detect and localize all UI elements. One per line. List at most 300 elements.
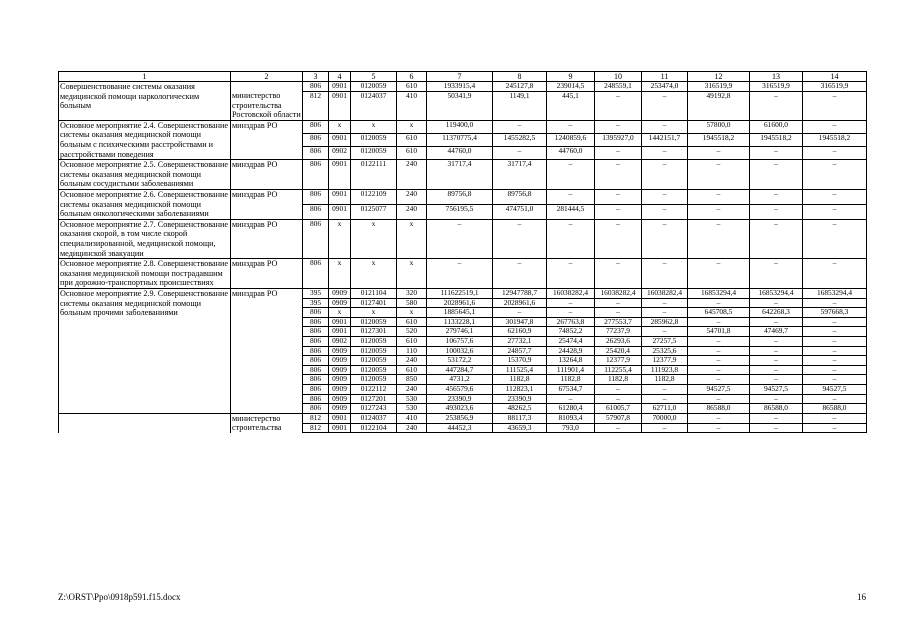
value-cell: 16853294,4 [750, 288, 803, 298]
value-cell: 0122104 [351, 423, 397, 433]
value-cell: 12377,9 [595, 356, 642, 366]
value-cell: – [803, 120, 867, 133]
value-cell: – [803, 423, 867, 433]
value-cell: 24428,9 [547, 346, 595, 356]
value-cell: х [329, 308, 351, 318]
value-cell: 806 [303, 308, 329, 318]
value-cell: – [803, 190, 867, 205]
value-cell: 119400,0 [427, 120, 493, 133]
value-cell: – [595, 160, 642, 190]
value-cell: 806 [303, 219, 329, 258]
value-cell: х [397, 308, 427, 318]
value-cell: 0909 [329, 394, 351, 404]
value-cell: 86588,0 [688, 404, 750, 414]
value-cell: 2028961,6 [493, 298, 547, 308]
value-cell: – [803, 336, 867, 346]
value-cell: – [493, 259, 547, 289]
value-cell: 50341,9 [427, 91, 493, 120]
value-cell: х [351, 259, 397, 289]
value-cell: 0901 [329, 91, 351, 120]
value-cell: – [642, 327, 688, 337]
value-cell: – [688, 317, 750, 327]
value-cell: – [547, 259, 595, 289]
value-cell: 285962,8 [642, 317, 688, 327]
value-cell: 240 [397, 204, 427, 219]
value-cell: 0122111 [351, 160, 397, 190]
value-cell: – [493, 147, 547, 160]
value-cell: 239014,5 [547, 82, 595, 92]
value-cell: – [750, 317, 803, 327]
value-cell: 110 [397, 346, 427, 356]
value-cell: – [595, 204, 642, 219]
value-cell: 54701,8 [688, 327, 750, 337]
executor: министерство строительства Ростовской области [232, 91, 301, 120]
footer-file-path: Z:\ORST\Ppo\0918p591.f15.docx [58, 592, 181, 602]
value-cell: 0901 [329, 204, 351, 219]
value-cell: 4731,2 [427, 375, 493, 385]
executor: минздрав РО [231, 160, 303, 190]
header-cell: 10 [595, 72, 642, 82]
value-cell: – [595, 147, 642, 160]
value-cell: 49192,8 [688, 91, 750, 120]
value-cell: 610 [397, 134, 427, 147]
value-cell: 86588,0 [750, 404, 803, 414]
value-cell: 1182,8 [493, 375, 547, 385]
value-cell: 1442151,7 [642, 134, 688, 147]
value-cell: – [803, 365, 867, 375]
value-cell: 240 [397, 190, 427, 205]
value-cell: – [688, 204, 750, 219]
value-cell: 0909 [329, 365, 351, 375]
table-row [59, 82, 867, 92]
value-cell: 253474,0 [642, 82, 688, 92]
header-cell: 8 [493, 72, 547, 82]
value-cell: – [750, 413, 803, 423]
value-cell: 253856,9 [427, 413, 493, 423]
value-cell: 1182,8 [642, 375, 688, 385]
value-cell: 0901 [329, 423, 351, 433]
value-cell: 62711,0 [642, 404, 688, 414]
value-cell: 806 [303, 327, 329, 337]
value-cell: – [688, 375, 750, 385]
value-cell: – [547, 190, 595, 205]
value-cell: – [750, 219, 803, 258]
value-cell: 0901 [329, 190, 351, 205]
value-cell: – [642, 384, 688, 394]
executor: минздрав РО [231, 120, 303, 159]
value-cell: – [803, 317, 867, 327]
value-cell: 597668,3 [803, 308, 867, 318]
value-cell: – [547, 120, 595, 133]
header-cell: 6 [397, 72, 427, 82]
value-cell: 27257,5 [642, 336, 688, 346]
value-cell: – [750, 298, 803, 308]
value-cell: 24857,7 [493, 346, 547, 356]
value-cell: 610 [397, 82, 427, 92]
value-cell: 89756,8 [493, 190, 547, 205]
table-row [59, 160, 867, 190]
value-cell: 642268,3 [750, 308, 803, 318]
value-cell: х [329, 120, 351, 133]
executor: минздрав РО [231, 190, 303, 220]
value-cell: 1149,1 [493, 91, 547, 120]
table-row [59, 288, 867, 298]
value-cell: 0909 [329, 404, 351, 414]
value-cell: – [688, 423, 750, 433]
value-cell: 47469,7 [750, 327, 803, 337]
value-cell: 812 [303, 413, 329, 423]
value-cell: 0901 [329, 82, 351, 92]
value-cell: 316519,9 [688, 82, 750, 92]
value-cell: 456579,6 [427, 384, 493, 394]
value-cell: – [493, 308, 547, 318]
value-cell: – [803, 204, 867, 219]
value-cell: – [803, 356, 867, 366]
value-cell: 11370775,4 [427, 134, 493, 147]
value-cell: 0120059 [351, 365, 397, 375]
value-cell: 15370,9 [493, 356, 547, 366]
value-cell: 88117,3 [493, 413, 547, 423]
value-cell: 67534,7 [547, 384, 595, 394]
value-cell: 812 [303, 423, 329, 433]
value-cell: 89756,8 [427, 190, 493, 205]
value-cell: 240 [397, 423, 427, 433]
value-cell: 1395927,0 [595, 134, 642, 147]
value-cell: 94527,5 [688, 384, 750, 394]
value-cell: – [750, 147, 803, 160]
value-cell: 0901 [329, 134, 351, 147]
value-cell: 0124037 [351, 413, 397, 423]
value-cell: 86588,0 [803, 404, 867, 414]
value-cell: 806 [303, 365, 329, 375]
value-cell: – [642, 219, 688, 258]
value-cell: 0122109 [351, 190, 397, 205]
value-cell: 645708,5 [688, 308, 750, 318]
executor [231, 82, 303, 92]
value-cell: 0127401 [351, 298, 397, 308]
value-cell: – [688, 356, 750, 366]
value-cell: 23390,9 [493, 394, 547, 404]
value-cell: 61005,7 [595, 404, 642, 414]
value-cell: 48262,5 [493, 404, 547, 414]
value-cell: – [547, 160, 595, 190]
value-cell: – [688, 394, 750, 404]
value-cell: 2028961,6 [427, 298, 493, 308]
value-cell: 1182,8 [547, 375, 595, 385]
value-cell: 410 [397, 413, 427, 423]
value-cell: – [803, 346, 867, 356]
value-cell: 81093,4 [547, 413, 595, 423]
program-name: Совершенствование системы оказания медицинской помощи наркологическим больным [59, 82, 231, 121]
value-cell: – [642, 423, 688, 433]
value-cell: 16853294,4 [803, 288, 867, 298]
value-cell: 445,1 [547, 91, 595, 120]
value-cell: 812 [303, 91, 329, 120]
value-cell: 0121104 [351, 288, 397, 298]
value-cell: 0901 [329, 317, 351, 327]
value-cell: 31717,4 [493, 160, 547, 190]
value-cell: 756195,5 [427, 204, 493, 219]
value-cell: 610 [397, 336, 427, 346]
value-cell: 806 [303, 190, 329, 205]
header-cell: 9 [547, 72, 595, 82]
value-cell: 806 [303, 82, 329, 92]
value-cell: 53172,2 [427, 356, 493, 366]
value-cell: 0125077 [351, 204, 397, 219]
value-cell: – [642, 394, 688, 404]
value-cell: – [642, 91, 688, 120]
value-cell: 0120059 [351, 375, 397, 385]
value-cell: – [688, 413, 750, 423]
value-cell: 530 [397, 394, 427, 404]
value-cell: 77237,9 [595, 327, 642, 337]
value-cell: – [750, 394, 803, 404]
value-cell: 806 [303, 384, 329, 394]
value-cell: – [688, 259, 750, 289]
value-cell: 1455282,5 [493, 134, 547, 147]
value-cell: 1945518,2 [803, 134, 867, 147]
value-cell: 0120059 [351, 317, 397, 327]
value-cell: – [750, 365, 803, 375]
value-cell: 74852,2 [547, 327, 595, 337]
value-cell: 281444,5 [547, 204, 595, 219]
value-cell: 111622519,1 [427, 288, 493, 298]
value-cell: – [547, 298, 595, 308]
value-cell: 16038282,4 [547, 288, 595, 298]
value-cell: – [595, 190, 642, 205]
value-cell: 806 [303, 356, 329, 366]
value-cell: – [688, 336, 750, 346]
value-cell: 23390,9 [427, 394, 493, 404]
value-cell: 61280,4 [547, 404, 595, 414]
value-cell: 610 [397, 317, 427, 327]
value-cell: 61600,0 [750, 120, 803, 133]
program-name: Основное мероприятие 2.6. Совершенствование системы оказания медицинской помощи больным онкологическими заболеваниями [59, 190, 231, 220]
value-cell: 520 [397, 327, 427, 337]
value-cell: 1182,8 [595, 375, 642, 385]
value-cell: 25474,4 [547, 336, 595, 346]
value-cell: 16038282,4 [595, 288, 642, 298]
value-cell: 0909 [329, 346, 351, 356]
executor: минздрав РО [231, 288, 303, 413]
value-cell: – [547, 219, 595, 258]
value-cell: 610 [397, 365, 427, 375]
header-cell: 4 [329, 72, 351, 82]
value-cell: 240 [397, 356, 427, 366]
value-cell: 0122112 [351, 384, 397, 394]
value-cell: – [750, 356, 803, 366]
value-cell: 43659,3 [493, 423, 547, 433]
value-cell: 1945518,2 [750, 134, 803, 147]
value-cell: 25420,4 [595, 346, 642, 356]
value-cell: 94527,5 [750, 384, 803, 394]
value-cell: 16038282,4 [642, 288, 688, 298]
budget-table [58, 71, 867, 433]
value-cell: – [642, 259, 688, 289]
value-cell: – [642, 160, 688, 190]
value-cell: – [750, 375, 803, 385]
value-cell: 0127243 [351, 404, 397, 414]
value-cell: 0909 [329, 298, 351, 308]
program-name: Основное мероприятие 2.4. Совершенствование системы оказания медицинской помощи больным с психическими расстройствами и расстройствами поведения [59, 120, 231, 159]
value-cell: – [595, 308, 642, 318]
value-cell: 447284,7 [427, 365, 493, 375]
value-cell: – [547, 308, 595, 318]
value-cell: 806 [303, 204, 329, 219]
value-cell: 793,0 [547, 423, 595, 433]
value-cell: 111923,8 [642, 365, 688, 375]
program-name: Основное мероприятие 2.5. Совершенствование системы оказания медицинской помощи больным сосудистыми заболеваниями [59, 160, 231, 190]
value-cell: – [688, 346, 750, 356]
value-cell: 0124037 [351, 91, 397, 120]
executor: минздрав РО [231, 219, 303, 258]
value-cell: 806 [303, 259, 329, 289]
value-cell: х [351, 120, 397, 133]
value-cell: – [642, 147, 688, 160]
value-cell: – [803, 413, 867, 423]
header-cell: 5 [351, 72, 397, 82]
value-cell: 301947,8 [493, 317, 547, 327]
value-cell: 806 [303, 375, 329, 385]
value-cell: – [803, 298, 867, 308]
value-cell: – [642, 308, 688, 318]
value-cell: – [595, 384, 642, 394]
value-cell: – [595, 219, 642, 258]
value-cell: – [642, 204, 688, 219]
program-name [59, 413, 231, 433]
value-cell: 1933915,4 [427, 82, 493, 92]
header-cell: 14 [803, 72, 867, 82]
value-cell: – [642, 190, 688, 205]
value-cell: 44452,3 [427, 423, 493, 433]
header-row [59, 72, 867, 82]
value-cell: 395 [303, 288, 329, 298]
value-cell: – [803, 394, 867, 404]
value-cell: 0902 [329, 336, 351, 346]
value-cell: – [750, 336, 803, 346]
value-cell: 0127201 [351, 394, 397, 404]
value-cell: 100032,6 [427, 346, 493, 356]
value-cell: 0902 [329, 147, 351, 160]
value-cell: 106757,6 [427, 336, 493, 346]
value-cell: х [351, 308, 397, 318]
header-cell: 1 [59, 72, 231, 82]
value-cell: – [750, 259, 803, 289]
value-cell: 44760,0 [427, 147, 493, 160]
program-name: Основное мероприятие 2.9. Совершенствование системы оказания медицинской помощи больным прочими заболеваниями [59, 288, 231, 413]
value-cell: – [427, 259, 493, 289]
value-cell: 12947788,7 [493, 288, 547, 298]
value-cell: – [547, 394, 595, 404]
value-cell: 57907,8 [595, 413, 642, 423]
value-cell: 493023,6 [427, 404, 493, 414]
value-cell: 16853294,4 [688, 288, 750, 298]
value-cell: 850 [397, 375, 427, 385]
value-cell: 277553,7 [595, 317, 642, 327]
value-cell: 474751,0 [493, 204, 547, 219]
value-cell: 806 [303, 134, 329, 147]
value-cell: – [750, 91, 803, 120]
header-cell: 12 [688, 72, 750, 82]
value-cell: 12377,9 [642, 356, 688, 366]
value-cell: – [750, 346, 803, 356]
value-cell: 320 [397, 288, 427, 298]
value-cell: 806 [303, 346, 329, 356]
value-cell: 0120059 [351, 147, 397, 160]
value-cell: 610 [397, 147, 427, 160]
value-cell: 57800,0 [688, 120, 750, 133]
value-cell: 1133228,1 [427, 317, 493, 327]
value-cell: 112255,4 [595, 365, 642, 375]
table-row [59, 219, 867, 258]
value-cell: – [595, 298, 642, 308]
value-cell: 0909 [329, 375, 351, 385]
header-cell: 11 [642, 72, 688, 82]
value-cell: – [427, 219, 493, 258]
value-cell: 240 [397, 160, 427, 190]
value-cell: 112823,1 [493, 384, 547, 394]
value-cell: 62160,9 [493, 327, 547, 337]
value-cell: 530 [397, 404, 427, 414]
value-cell: 316519,9 [803, 82, 867, 92]
value-cell: 25325,6 [642, 346, 688, 356]
value-cell: 240 [397, 384, 427, 394]
value-cell: – [803, 219, 867, 258]
value-cell: х [329, 259, 351, 289]
value-cell: 0120059 [351, 336, 397, 346]
value-cell: – [493, 219, 547, 258]
table-row [59, 120, 867, 133]
value-cell: 26293,6 [595, 336, 642, 346]
value-cell: х [397, 259, 427, 289]
executor: министерство строительства [231, 413, 303, 433]
value-cell: 0120059 [351, 82, 397, 92]
value-cell: – [595, 120, 642, 133]
value-cell: 0901 [329, 160, 351, 190]
value-cell: – [750, 190, 803, 205]
value-cell: 1240859,6 [547, 134, 595, 147]
value-cell: 111901,4 [547, 365, 595, 375]
value-cell: 31717,4 [427, 160, 493, 190]
value-cell: х [351, 219, 397, 258]
value-cell: – [642, 120, 688, 133]
value-cell: – [803, 147, 867, 160]
value-cell: 248559,1 [595, 82, 642, 92]
value-cell: 410 [397, 91, 427, 120]
value-cell: – [595, 394, 642, 404]
value-cell: 0120059 [351, 356, 397, 366]
value-cell: 0909 [329, 356, 351, 366]
value-cell: – [803, 327, 867, 337]
value-cell: – [688, 298, 750, 308]
value-cell: – [688, 160, 750, 190]
header-cell: 13 [750, 72, 803, 82]
program-name: Основное мероприятие 2.8. Совершенствование оказания медицинской помощи пострадавшим при дорожно-транспортных происшествиях [59, 259, 231, 289]
value-cell: 1885645,1 [427, 308, 493, 318]
value-cell: 0909 [329, 288, 351, 298]
program-name: Основное мероприятие 2.7. Совершенствование оказания скорой, в том числе скорой специализированной, медицинской помощи, медицинской эвакуации [59, 219, 231, 258]
value-cell: х [397, 120, 427, 133]
value-cell: – [750, 160, 803, 190]
value-cell: 806 [303, 404, 329, 414]
value-cell: 806 [303, 336, 329, 346]
value-cell: 44760,0 [547, 147, 595, 160]
value-cell: 13264,8 [547, 356, 595, 366]
value-cell: – [803, 259, 867, 289]
value-cell: 94527,5 [803, 384, 867, 394]
value-cell: 0120059 [351, 134, 397, 147]
value-cell: – [750, 204, 803, 219]
